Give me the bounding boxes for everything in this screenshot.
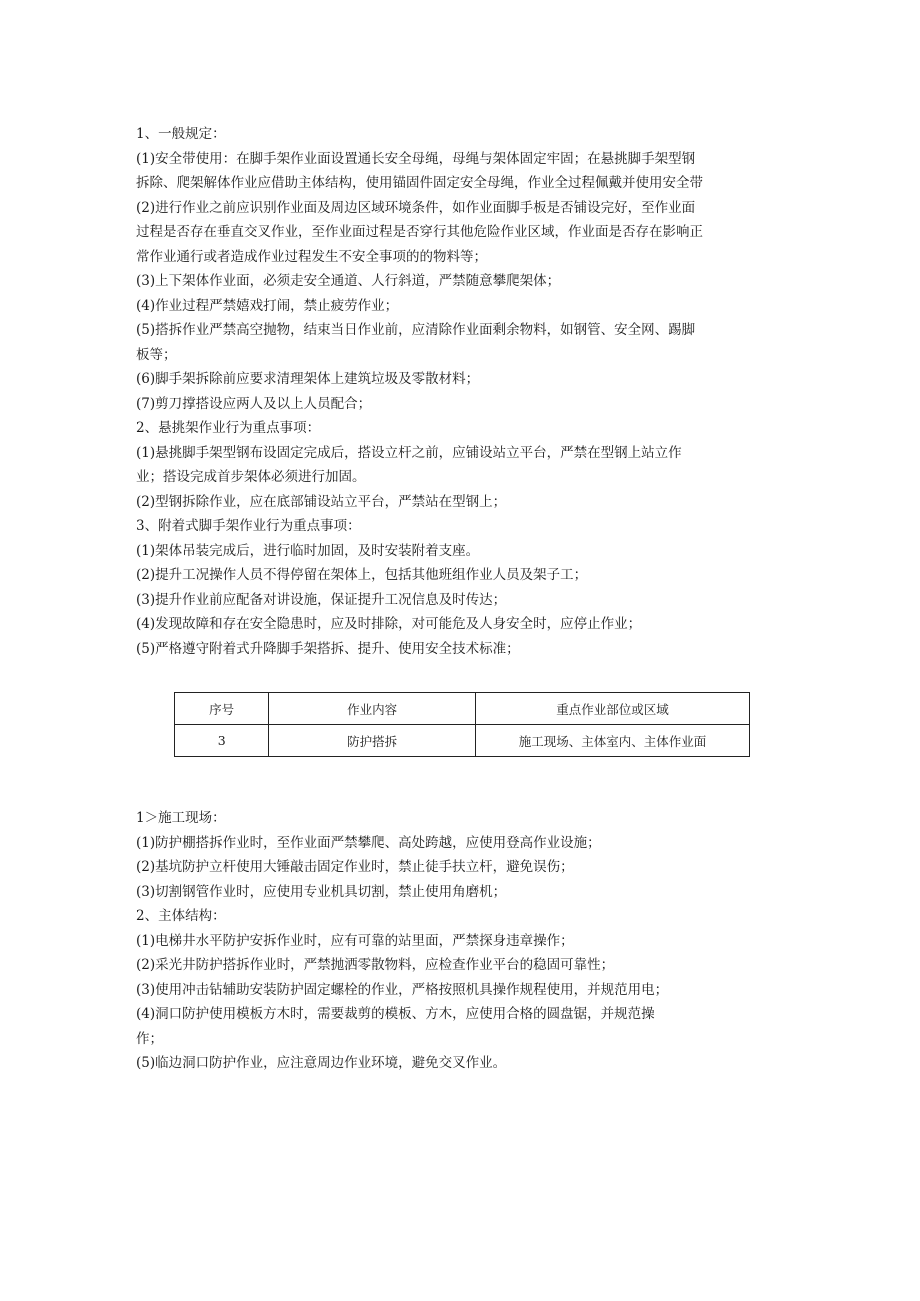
header-serial: 序号 [175, 693, 269, 725]
text-line: (1)安全带使用：在脚手架作业面设置通长安全母绳，母绳与架体固定牢固；在悬挑脚手架型钢 [136, 150, 696, 167]
text-line: (1)悬挑脚手架型钢布设固定完成后，搭设立杆之前，应铺设站立平台，严禁在型钢上站立作 [136, 444, 682, 461]
text-line: (4)作业过程严禁嬉戏打闹，禁止疲劳作业； [136, 297, 399, 314]
text-line: (1)防护棚搭拆作业时，至作业面严禁攀爬、高处跨越，应使用登高作业设施； [136, 834, 601, 851]
text-line: (2)型钢拆除作业，应在底部铺设站立平台，严禁站在型钢上； [136, 493, 507, 510]
text-line: (2)基坑防护立杆使用大锤敲击固定作业时，禁止徒手扶立杆，避免误伤； [136, 859, 574, 875]
text-line: (1)架体吊装完成后，进行临时加固，及时安装附着支座。 [136, 542, 480, 559]
text-line: 作； [136, 1030, 163, 1047]
cell-serial: 3 [175, 725, 269, 757]
text-line: (3)上下架体作业面，必须走安全通道、人行斜道，严禁随意攀爬架体； [136, 273, 561, 289]
text-line: (3)切割钢管作业时，应使用专业机具切割，禁止使用角磨机； [136, 883, 507, 900]
text-line: (1)电梯井水平防护安拆作业时，应有可靠的站里面，严禁探身违章操作； [136, 932, 574, 949]
section-heading: 2、悬挑架作业行为重点事项： [136, 420, 321, 436]
header-work-content: 作业内容 [269, 693, 476, 725]
section-heading: 1、一般规定： [136, 126, 226, 142]
table-header-row [175, 693, 750, 725]
text-line: 业；搭设完成首步架体必须进行加固。 [136, 469, 366, 485]
section-heading: 3、附着式脚手架作业行为重点事项： [136, 518, 361, 534]
section-heading: 1＞施工现场： [136, 810, 226, 826]
text-line: (3)提升作业前应配备对讲设施，保证提升工况信息及时传达； [136, 591, 507, 608]
header-key-area: 重点作业部位或区域 [475, 693, 749, 725]
text-line: (5)临边洞口防护作业，应注意周边作业环境，避免交叉作业。 [136, 1055, 507, 1071]
text-line: 板等； [136, 346, 177, 363]
text-line: (4)发现故障和存在安全隐患时，应及时排除，对可能危及人身安全时，应停止作业； [136, 616, 642, 632]
work-area-table [174, 692, 750, 757]
text-line: 常作业通行或者造成作业过程发生不安全事项的的物料等； [136, 248, 487, 265]
text-line: (2)进行作业之前应识别作业面及周边区域环境条件，如作业面脚手板是否铺设完好，至作业面 [136, 199, 696, 216]
text-line: (3)使用冲击钻辅助安装防护固定螺栓的作业，严格按照机具操作规程使用，并规范用电； [136, 981, 669, 998]
text-line: (4)洞口防护使用模板方木时，需要裁剪的模板、方木，应使用合格的圆盘锯，并规范操 [136, 1006, 655, 1022]
section-general-rules [136, 122, 786, 661]
text-line: (7)剪刀撑搭设应两人及以上人员配合； [136, 395, 372, 412]
cell-key-area: 施工现场、主体室内、主体作业面 [475, 725, 749, 757]
section-heading: 2、主体结构： [136, 908, 226, 924]
cell-work-content: 防护搭拆 [269, 725, 476, 757]
section-protection-work [136, 806, 786, 1076]
text-line: 拆除、爬架解体作业应借助主体结构，使用锚固件固定安全母绳，作业全过程佩戴并使用安全带 [136, 175, 703, 191]
text-line: 过程是否存在垂直交叉作业，至作业面过程是否穿行其他危险作业区域，作业面是否存在影响正 [136, 224, 703, 240]
text-line: (6)脚手架拆除前应要求清理架体上建筑垃圾及零散材料； [136, 371, 480, 387]
text-line: (2)提升工况操作人员不得停留在架体上，包括其他班组作业人员及架子工； [136, 567, 588, 583]
text-line: (5)搭拆作业严禁高空抛物，结束当日作业前，应清除作业面剩余物料，如钢管、安全网、踢脚 [136, 322, 696, 338]
text-line: (5)严格遵守附着式升降脚手架搭拆、提升、使用安全技术标准； [136, 640, 520, 657]
table-row [175, 725, 750, 757]
text-line: (2)采光井防护搭拆作业时，严禁抛洒零散物料，应检查作业平台的稳固可靠性； [136, 957, 615, 973]
